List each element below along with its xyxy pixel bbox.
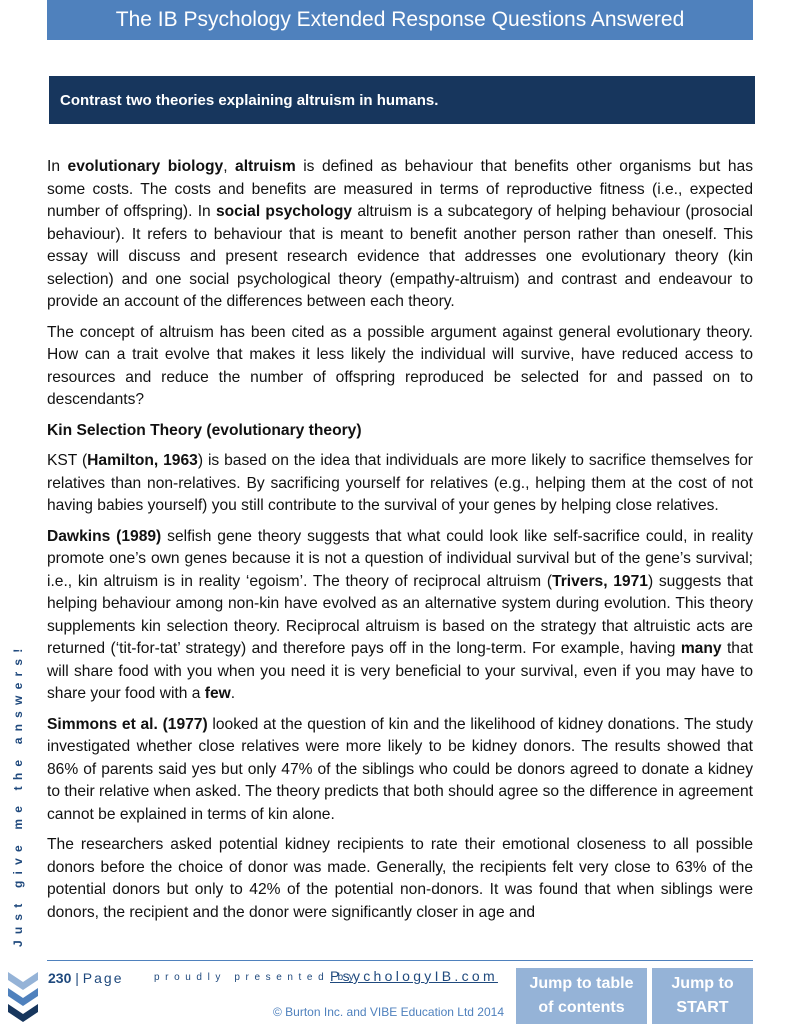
paragraph-kst <box>47 450 753 518</box>
page-number-value: 230 <box>48 970 72 986</box>
essay-body <box>47 156 753 932</box>
question-text: Contrast two theories explaining altruism in humans. <box>60 92 439 109</box>
question-banner <box>49 76 755 124</box>
bold-term: few <box>204 685 231 702</box>
text-run: ) suggests that helping behaviour among non-kin have evolved as an alternative system during evolution. This theory supplements kin selection theory. Reciprocal altruism is based on the strategy that altruistic acts are returned (‘tit-for-tat’ strategy) and therefore pays off in the long-term. For example, having <box>47 572 753 657</box>
button-label: START <box>676 999 729 1016</box>
paragraph-simmons <box>47 714 753 827</box>
button-label: Jump to <box>671 975 734 992</box>
text-run: altruism is a subcategory of helping behaviour (prosocial behaviour). It refers to behaviour that is meant to benefit another person rather than oneself. This essay will discuss and present research evidence that addresses one evolutionary theory (kin selection) and one social psychological theory (empathy-altruism) and contrast and endeavour to provide an account of the differences between each theory. <box>47 203 754 310</box>
text-run: In <box>47 158 68 175</box>
section-heading-kin-selection: Kin Selection Theory (evolutionary theory) <box>47 421 362 439</box>
text-run: ) is based on the idea that individuals are more likely to sacrifice themselves for relatives than non-relatives. By sacrificing yourself for relatives (e.g., helping them at the cost of not having babies yourself) you still contribute to the survival of your genes by helping close relatives. <box>47 452 753 514</box>
page-label: Page <box>82 970 124 986</box>
button-label: Jump to table <box>529 975 634 992</box>
page-header-title: The IB Psychology Extended Response Questions Answered <box>47 0 753 40</box>
text-run: KST ( <box>47 452 88 469</box>
sidebar-tagline: Just give me the answers! <box>11 642 25 947</box>
text-run: , <box>223 158 236 175</box>
text-run: . <box>230 685 236 702</box>
text-run: selfish gene theory suggests that what could look like self-sacrifice could, in reality promote one’s own genes because it is not a question of individual survival but of the gene’s survival; i.e., kin altruism is in reality ‘egoism’. The theory of reciprocal altruism ( <box>47 527 753 590</box>
text-run: that will share food with you when you need it is very beneficial to your survival, even if you may have to share your food with a <box>47 640 753 702</box>
presented-by-text: proudly presented by <box>154 972 360 983</box>
jump-to-toc-button[interactable] <box>516 968 647 1024</box>
bold-term: evolutionary biology <box>67 158 224 175</box>
page-number <box>48 970 123 986</box>
footer-divider <box>47 960 753 961</box>
text-run: is defined as behaviour that benefits other organisms but has some costs. The costs and benefits are measured in terms of reproductive fitness (i.e., expected number of offspring). In <box>47 158 754 220</box>
text-run: looked at the question of kin and the likelihood of kidney donations. The study investigated whether close relatives were more likely to be kidney donors. The results showed that 86% of parents said yes but only 47% of the siblings who could be donors agreed to donate a kidney to their relative when asked. The theory predicts that both should agree so the difference in agreement cannot be explained in terms of kin alone. <box>47 715 753 823</box>
citation: Hamilton, 1963 <box>87 452 198 469</box>
paragraph-dawkins <box>47 526 753 706</box>
citation: Dawkins (1989) <box>47 527 162 545</box>
button-label: of contents <box>538 999 625 1016</box>
paragraph-researchers: The researchers asked potential kidney recipients to rate their emotional closeness to all possible donors before the choice of donor was made. Generally, the recipients felt very close to 63% of the potential donors but only to 42% of the potential non-donors. It was found that when siblings were donors, the recipient and the donor were significantly closer in age and <box>47 836 753 921</box>
paragraph-intro <box>47 156 753 314</box>
bold-term: social psychology <box>215 203 353 220</box>
page-separator: | <box>71 970 83 986</box>
bold-term: altruism <box>235 158 296 175</box>
citation: Simmons et al. (1977) <box>47 715 208 733</box>
chevron-down-icon[interactable] <box>6 968 40 1024</box>
bold-term: many <box>680 640 722 657</box>
paragraph-concept: The concept of altruism has been cited as a possible argument against general evolutionary theory. How can a trait evolve that makes it less likely the individual will survive, have reduced access to resources and reduce the number of offspring reproduced be selected for and passed on to descendants? <box>47 323 753 408</box>
site-link[interactable]: PsychologyIB.com <box>330 968 498 984</box>
copyright-text: © Burton Inc. and VIBE Education Ltd 2014 <box>273 1005 504 1019</box>
citation: Trivers, 1971 <box>552 572 648 590</box>
jump-to-start-button[interactable] <box>652 968 753 1024</box>
